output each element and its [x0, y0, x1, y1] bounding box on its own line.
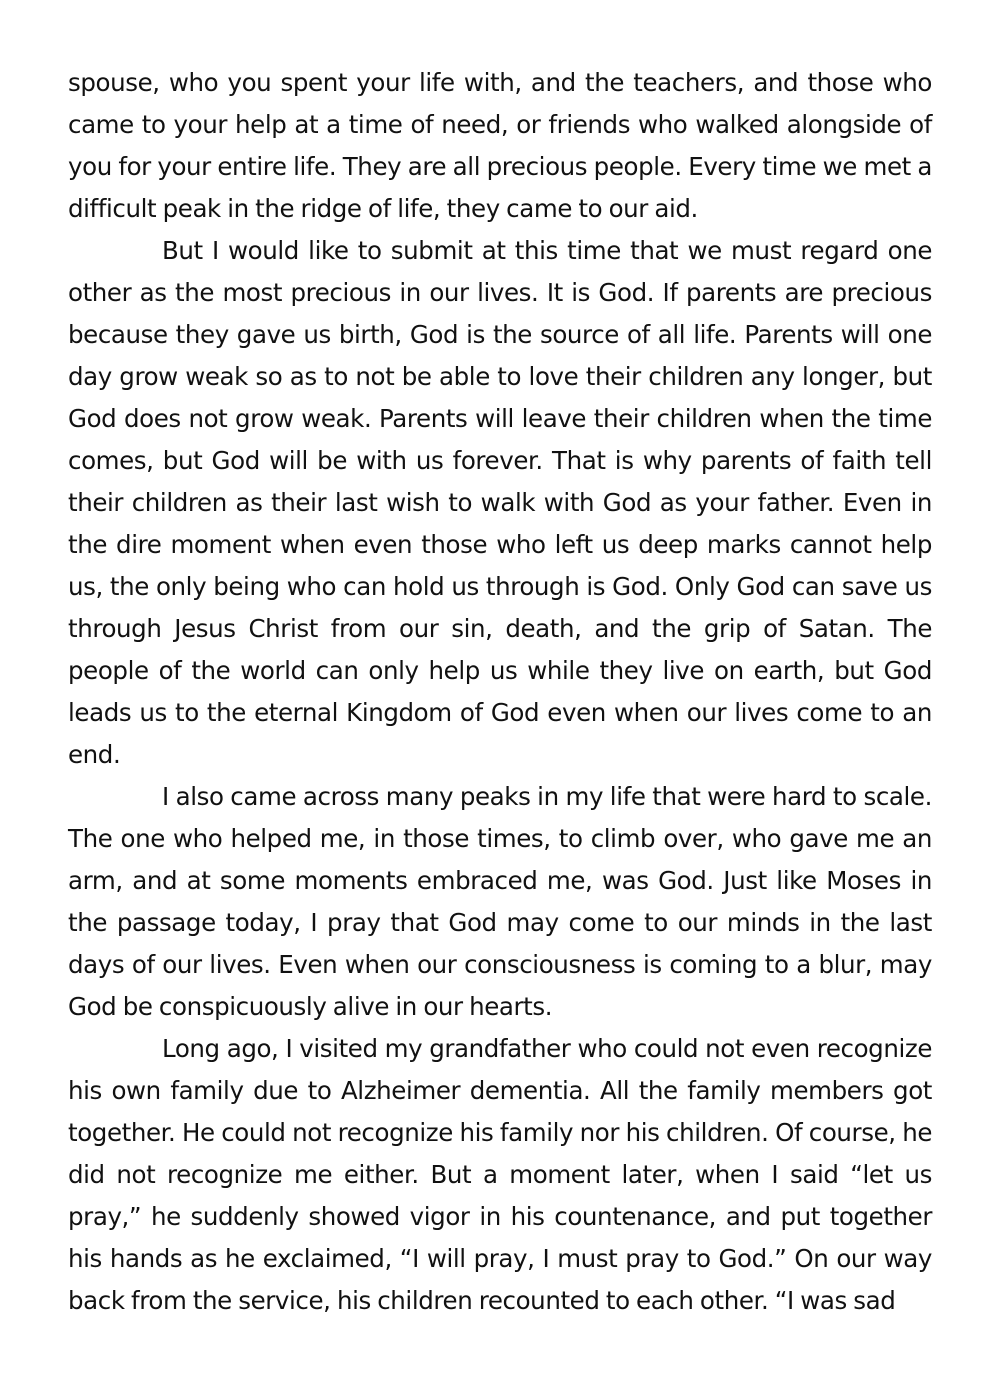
- paragraph-grandfather-story: Long ago, I visited my grandfather who could not even recognize his own family due to Alzheimer dementia. All the family members got together. He could not recognize his family nor his children. Of course, he did not recognize me either. But a moment later, when I said “let us pray,” he suddenly showed vigor in his countenance, and put together his hands as he exclaimed, “I will pray, I must pray to God.” On our way back from the service, his children recounted to each other. “I was sad: [68, 1034, 932, 1315]
- paragraph-peaks-in-life: I also came across many peaks in my life that were hard to scale. The one who helped me, in those times, to climb over, who gave me an arm, and at some moments embraced me, was God. Just like Moses in the passage today, I pray that God may come to our minds in the last days of our lives. Even when our consciousness is coming to a blur, may God be conspicuously alive in our hearts.: [68, 782, 932, 1021]
- body-text: [68, 62, 932, 1322]
- paragraph-continued: spouse, who you spent your life with, and the teachers, and those who came to your help at a time of need, or friends who walked alongside of you for your entire life. They are all precious people. Every time we met a difficult peak in the ridge of life, they came to our aid.: [68, 68, 932, 223]
- paragraph-god-most-precious: But I would like to submit at this time that we must regard one other as the most precious in our lives. It is God. If parents are precious because they gave us birth, God is the source of all life. Parents will one day grow weak so as to not be able to love their children any longer, but God does not grow weak. Parents will leave their children when the time comes, but God will be with us forever. That is why parents of faith tell their children as their last wish to walk with God as your father. Even in the dire moment when even those who left us deep marks cannot help us, the only being who can hold us through is God. Only God can save us through Jesus Christ from our sin, death, and the grip of Satan. The people of the world can only help us while they live on earth, but God leads us to the eternal Kingdom of God even when our lives come to an end.: [68, 236, 932, 769]
